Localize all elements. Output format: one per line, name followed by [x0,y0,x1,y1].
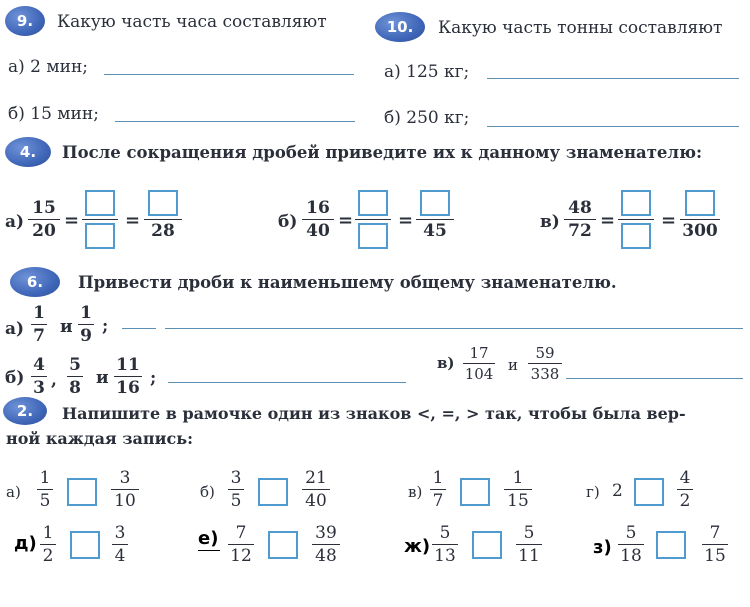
denominator: 40 [305,491,327,511]
equals-sign: = [64,210,80,231]
task-2a-label: а) [6,483,21,501]
task-2h-fraction-1 [618,525,644,565]
denominator: 4 [114,546,126,566]
task-2e-fraction-1 [40,525,56,565]
numerator: 48 [568,198,592,218]
equals-sign: = [661,210,677,231]
denominator: 15 [507,491,529,511]
numerator: 15 [32,198,56,218]
denominator: 16 [116,378,140,398]
numerator: 3 [114,523,126,543]
denominator: 72 [568,221,592,241]
denominator: 8 [69,378,81,398]
task-2-title-line-2: ной каждая запись: [6,429,193,448]
task-4c-fraction [564,200,596,240]
task-2h-fraction-2 [702,525,728,565]
denominator: 11 [518,546,540,566]
task-2c-fraction-1 [430,470,446,510]
task-2d-fraction [677,470,693,510]
denominator-box[interactable] [358,223,388,249]
task-2b-sign-box[interactable] [258,478,288,506]
numerator-box[interactable] [148,190,178,216]
task-2h-label: з) [593,537,612,558]
task-10-a-answer-line[interactable] [487,78,739,79]
numerator: 5 [523,523,535,543]
task-6c-and: и [508,356,518,374]
task-2-badge: 2. [3,397,47,425]
task-6c-fraction-2 [528,346,562,382]
task-2c-sign-box[interactable] [460,478,490,506]
task-6a-label: а) [5,319,25,339]
denominator: 3 [33,378,45,398]
numerator-box[interactable] [358,190,388,216]
task-6b-fraction-3 [114,357,142,397]
denominator: 13 [434,546,456,566]
task-2b-fraction-1 [228,470,244,510]
numerator: 3 [119,468,131,488]
task-2f-label: е) [198,528,219,549]
task-4c-target-fraction [680,190,720,240]
denominator-box[interactable] [621,223,651,249]
task-10-badge: 10. [375,12,425,42]
task-2g-fraction-2 [516,525,542,565]
numerator: 7 [235,523,247,543]
task-2d-sign-box[interactable] [634,478,664,506]
numerator: 1 [33,303,45,323]
task-2d-label: г) [586,483,600,501]
task-6-badge: 6. [10,267,60,297]
task-4-badge: 4. [5,137,51,167]
task-4-title: После сокращения дробей приведите их к данному знаменателю: [62,143,703,162]
task-6a-semicolon: ; [102,316,109,336]
equals-sign: = [398,210,414,231]
denominator: 300 [682,221,718,241]
numerator: 17 [469,344,489,362]
task-6c-answer-line[interactable] [566,378,743,379]
denominator: 28 [151,221,175,241]
task-6a-and: и [60,317,73,337]
task-10-title: Какую часть тонны составляют [438,18,723,38]
task-6a-answer-line-short[interactable] [122,328,156,329]
task-6c-fraction-1 [463,346,495,382]
numerator: 21 [305,468,327,488]
task-2a-fraction-1 [37,470,53,510]
task-4c-label: в) [540,212,560,232]
task-4a-blank-fraction [82,190,118,249]
denominator: 12 [230,546,252,566]
task-2a-sign-box[interactable] [67,478,97,506]
task-2b-fraction-2 [302,470,330,510]
task-2f-fraction-2 [312,525,340,565]
denominator: 18 [620,546,642,566]
task-2g-sign-box[interactable] [472,531,502,559]
numerator: 3 [230,468,242,488]
task-2c-label: в) [408,483,423,501]
numerator: 16 [306,198,330,218]
task-4a-fraction [28,200,60,240]
denominator: 9 [80,326,92,346]
denominator: 7 [432,491,444,511]
numerator: 4 [33,355,45,375]
denominator: 5 [39,491,51,511]
task-2g-label: ж) [404,536,431,557]
numerator-box[interactable] [85,190,115,216]
numerator: 59 [535,344,555,362]
equals-sign: = [125,210,141,231]
task-6-title: Привести дроби к наименьшему общему знаменателю. [78,273,617,292]
task-10-a-label: а) 125 кг; [384,62,470,82]
denominator: 7 [33,326,45,346]
denominator: 48 [315,546,337,566]
task-4b-target-fraction [416,190,454,240]
task-2h-sign-box[interactable] [656,531,686,559]
numerator: 11 [116,355,140,375]
numerator: 1 [432,468,444,488]
denominator: 338 [530,365,560,383]
task-4c-blank-fraction [618,190,654,249]
denominator: 104 [464,365,494,383]
task-2d-whole-number: 2 [612,481,623,501]
numerator: 5 [69,355,81,375]
numerator: 4 [679,468,691,488]
numerator-box[interactable] [420,190,450,216]
task-2f-label-underline [198,550,220,551]
numerator-box[interactable] [621,190,651,216]
task-2f-fraction-1 [228,525,254,565]
numerator: 7 [709,523,721,543]
task-9-title: Какую часть часа составляют [57,12,327,32]
denominator: 45 [423,221,447,241]
equals-sign: = [600,210,616,231]
denominator: 2 [42,546,54,566]
task-6b-answer-line[interactable] [168,382,406,383]
numerator: 1 [39,468,51,488]
task-6a-answer-line[interactable] [165,328,743,329]
task-6b-comma: , [51,370,57,390]
task-10-b-label: б) 250 кг; [384,108,470,128]
task-6b-fraction-2 [67,357,83,397]
task-6a-fraction-2 [78,305,94,345]
task-9-b-answer-line[interactable] [115,121,355,122]
denominator: 5 [230,491,242,511]
task-9-badge: 9. [5,6,45,36]
task-9-a-answer-line[interactable] [104,74,354,75]
task-2g-fraction-1 [432,525,458,565]
task-6b-label: б) [5,368,25,388]
task-6b-fraction-1 [31,357,47,397]
task-4a-target-fraction [144,190,182,240]
denominator-box[interactable] [85,223,115,249]
numerator: 5 [625,523,637,543]
denominator: 10 [114,491,136,511]
task-2e-sign-box[interactable] [70,531,100,559]
task-9-b-label: б) 15 мин; [8,104,99,124]
task-6c-label: в) [437,354,455,372]
numerator: 1 [42,523,54,543]
task-4a-label: а) [5,212,25,232]
task-6b-and: и [96,368,109,388]
task-2e-label: д) [14,533,37,554]
task-2f-sign-box[interactable] [268,531,298,559]
task-9-a-label: а) 2 мин; [8,57,89,77]
numerator-box[interactable] [685,190,715,216]
task-6b-semicolon: ; [150,368,157,388]
denominator: 2 [679,491,691,511]
task-2c-fraction-2 [504,470,532,510]
denominator: 15 [704,546,726,566]
task-4b-fraction [302,200,334,240]
denominator: 20 [32,221,56,241]
task-4b-blank-fraction [355,190,391,249]
task-2a-fraction-2 [111,470,139,510]
task-2b-label: б) [200,483,215,501]
equals-sign: = [338,210,354,231]
task-4b-label: б) [278,212,298,232]
numerator: 1 [80,303,92,323]
numerator: 5 [439,523,451,543]
numerator: 39 [315,523,337,543]
denominator: 40 [306,221,330,241]
task-10-b-answer-line[interactable] [487,126,739,127]
task-2e-fraction-2 [112,525,128,565]
task-6a-fraction-1 [31,305,47,345]
numerator: 1 [512,468,524,488]
task-2-title-line-1: Напишите в рамочке один из знаков <, =, > так, чтобы была вер- [62,404,686,423]
